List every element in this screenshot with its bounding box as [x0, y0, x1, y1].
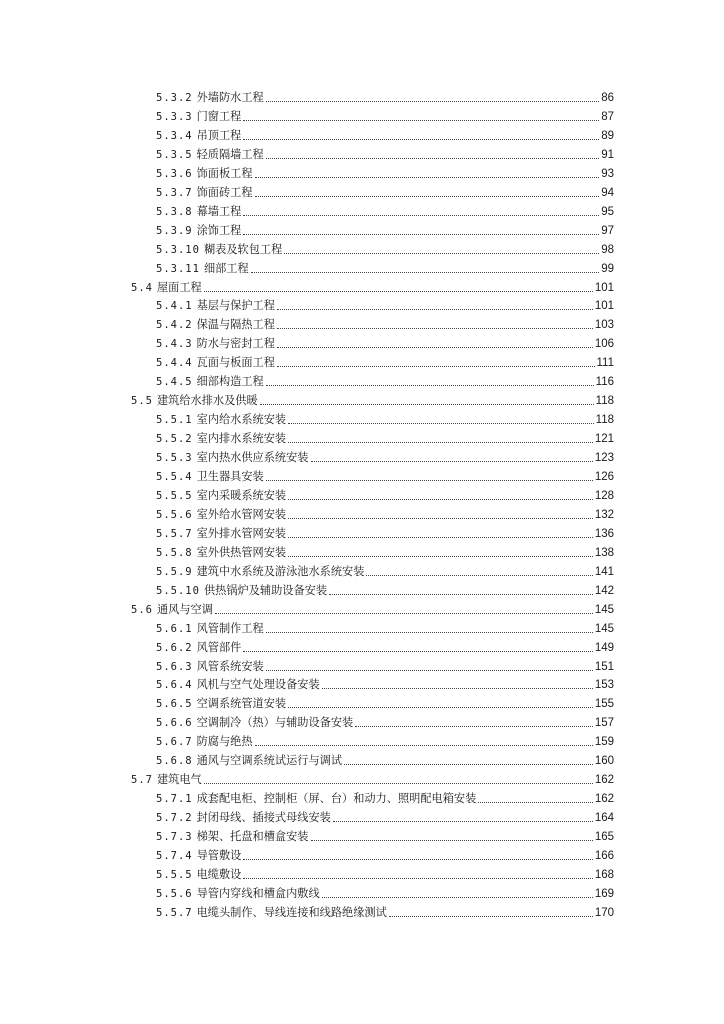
toc-subsection-entry[interactable]	[156, 788, 614, 806]
toc-entry-page: 123	[594, 452, 614, 465]
toc-entry-title: 梯架、托盘和槽盒安装	[196, 830, 309, 844]
toc-entry-page: 118	[595, 395, 614, 408]
toc-dot-leader	[204, 777, 593, 784]
toc-entry-title: 建筑中水系统及游泳池水系统安装	[196, 564, 365, 578]
toc-subsection-entry[interactable]	[156, 542, 614, 560]
toc-entry-page: 132	[594, 508, 614, 521]
toc-entry-page: 142	[594, 584, 614, 597]
toc-subsection-entry[interactable]	[156, 845, 614, 863]
toc-entry-page: 141	[594, 565, 614, 578]
toc-entry-page: 166	[594, 850, 614, 862]
toc-entry-number: 5.5.6	[156, 887, 193, 900]
toc-subsection-entry[interactable]	[156, 352, 614, 370]
toc-entry-number: 5.3.7	[156, 186, 193, 199]
toc-dot-leader	[322, 891, 593, 898]
toc-entry-page: 94	[601, 186, 614, 199]
toc-entry-page: 153	[594, 679, 614, 692]
toc-entry-page: 162	[594, 793, 614, 806]
toc-subsection-entry[interactable]	[156, 561, 614, 579]
toc-subsection-entry[interactable]	[156, 409, 614, 427]
toc-subsection-entry[interactable]	[156, 314, 614, 332]
toc-entry-number: 5.7	[131, 774, 153, 787]
toc-entry-number: 5.4	[131, 281, 153, 294]
toc-subsection-entry[interactable]	[156, 712, 614, 730]
toc-entry-title: 室外供热管网安装	[196, 545, 287, 559]
toc-dot-leader	[243, 853, 592, 860]
toc-entry-title: 风管部件	[196, 640, 242, 654]
toc-dot-leader	[288, 531, 593, 538]
toc-entry-page: 151	[594, 660, 614, 673]
toc-entry-number: 5.5.7	[156, 906, 193, 919]
toc-entry-number: 5.7.3	[156, 831, 193, 844]
toc-entry-number: 5.6.7	[156, 736, 193, 749]
toc-entry-number: 5.5.3	[156, 452, 193, 465]
toc-entry-page: 87	[601, 110, 614, 123]
toc-entry-title: 基层与保护工程	[196, 299, 275, 313]
toc-entry-page: 160	[594, 755, 614, 768]
toc-entry-page: 86	[601, 92, 614, 104]
toc-dot-leader	[333, 815, 593, 822]
toc-entry-title: 饰面板工程	[196, 166, 253, 180]
toc-dot-leader	[204, 285, 593, 292]
toc-entry-number: 5.6.4	[156, 679, 193, 692]
toc-entry-number: 5.5.6	[156, 508, 193, 521]
toc-entry-title: 保温与隔热工程	[196, 318, 275, 332]
toc-entry-title: 供热锅炉及辅助设备安装	[203, 583, 328, 597]
toc-subsection-entry[interactable]	[156, 826, 614, 844]
toc-entry-title: 室内排水系统安装	[196, 432, 287, 446]
toc-entry-page: 101	[594, 281, 614, 294]
toc-section-entry[interactable]	[131, 277, 614, 295]
toc-entry-page: 121	[594, 433, 614, 446]
toc-entry-title: 糊表及软包工程	[203, 242, 283, 256]
toc-subsection-entry[interactable]	[156, 87, 614, 105]
toc-entry-title: 风管系统安装	[196, 659, 264, 673]
toc-entry-page: 162	[594, 774, 614, 787]
toc-subsection-entry[interactable]	[156, 693, 614, 711]
toc-entry-number: 5.5.5	[156, 489, 193, 502]
toc-entry-page: 103	[594, 319, 614, 332]
toc-subsection-entry[interactable]	[156, 864, 614, 882]
toc-dot-leader	[277, 341, 593, 348]
toc-subsection-entry[interactable]	[156, 466, 614, 484]
toc-entry-title: 外墙防水工程	[196, 91, 264, 104]
toc-entry-title: 防腐与绝热	[196, 735, 253, 749]
toc-dot-leader	[243, 133, 599, 140]
toc-entry-page: 111	[596, 357, 614, 370]
toc-subsection-entry[interactable]	[156, 637, 614, 655]
toc-dot-leader	[243, 872, 592, 879]
toc-entry-page: 128	[594, 489, 614, 502]
toc-entry-number: 5.5.8	[156, 546, 193, 559]
toc-entry-number: 5.3.5	[156, 148, 193, 161]
toc-dot-leader	[311, 834, 593, 841]
toc-entry-page: 169	[594, 887, 614, 900]
toc-entry-title: 卫生器具安装	[196, 470, 264, 483]
toc-entry-number: 5.6.3	[156, 660, 193, 673]
toc-entry-number: 5.4.5	[156, 376, 193, 389]
toc-entry-title: 吊顶工程	[196, 128, 242, 142]
toc-dot-leader	[277, 303, 593, 310]
toc-dot-leader	[284, 247, 599, 254]
toc-entry-title: 室内采暖系统安装	[196, 488, 287, 502]
toc-subsection-entry[interactable]	[156, 731, 614, 749]
toc-entry-title: 风机与空气处理设备安装	[196, 678, 320, 692]
toc-entry-page: 95	[601, 205, 614, 218]
toc-dot-leader	[266, 626, 593, 633]
toc-dot-leader	[277, 360, 595, 367]
toc-dot-leader	[288, 701, 593, 708]
toc-entry-number: 5.5.2	[156, 433, 193, 446]
toc-subsection-entry[interactable]	[156, 807, 614, 825]
toc-entry-number: 5.5.10	[156, 584, 200, 597]
toc-entry-page: 97	[601, 224, 614, 237]
toc-entry-title: 细部构造工程	[196, 375, 264, 389]
toc-dot-leader	[243, 645, 592, 652]
toc-entry-title: 幕墙工程	[196, 204, 242, 218]
toc-section-entry[interactable]	[131, 769, 614, 787]
toc-entry-title: 电缆头制作、导线连接和线路绝缘测试	[196, 905, 387, 919]
toc-entry-page: 116	[595, 376, 614, 389]
toc-entry-number: 5.5.5	[156, 868, 193, 881]
toc-dot-leader	[344, 758, 593, 765]
toc-subsection-entry[interactable]	[156, 144, 614, 162]
toc-dot-leader	[255, 190, 600, 197]
toc-dot-leader	[288, 436, 593, 443]
toc-entry-title: 室外给水管网安装	[196, 507, 287, 521]
toc-entry-number: 5.7.1	[156, 793, 193, 806]
toc-entry-title: 成套配电柜、控制柜（屏、台）和动力、照明配电箱安装	[196, 792, 477, 806]
toc-entry-page: 164	[594, 812, 614, 825]
toc-entry-number: 5.5.1	[156, 414, 193, 427]
toc-subsection-entry[interactable]	[156, 902, 614, 920]
toc-dot-leader	[266, 474, 593, 481]
toc-entry-page: 106	[594, 338, 614, 351]
toc-entry-title: 通风与空调	[156, 602, 213, 616]
toc-entry-title: 防水与密封工程	[196, 337, 275, 351]
toc-dot-leader	[255, 171, 600, 178]
toc-subsection-entry[interactable]	[156, 106, 614, 124]
toc-dot-leader	[389, 910, 593, 917]
toc-subsection-entry[interactable]	[156, 182, 614, 200]
toc-entry-title: 轻质隔墙工程	[196, 147, 264, 161]
toc-dot-leader	[251, 266, 600, 273]
toc-subsection-entry[interactable]	[156, 447, 614, 465]
toc-entry-title: 涂饰工程	[196, 223, 242, 237]
toc-entry-number: 5.6.1	[156, 622, 193, 635]
toc-entry-number: 5.5.7	[156, 527, 193, 540]
toc-entry-number: 5.6.2	[156, 641, 193, 654]
toc-subsection-entry[interactable]	[156, 674, 614, 692]
toc-entry-title: 建筑给水排水及供暖	[156, 394, 258, 408]
toc-subsection-entry[interactable]	[156, 523, 614, 541]
toc-dot-leader	[311, 455, 593, 462]
toc-entry-title: 饰面砖工程	[196, 185, 253, 199]
toc-subsection-entry[interactable]	[156, 656, 614, 674]
toc-entry-page: 145	[594, 622, 614, 635]
toc-entry-title: 导管敷设	[196, 849, 242, 862]
toc-entry-title: 室外排水管网安装	[196, 526, 287, 540]
toc-subsection-entry[interactable]	[156, 750, 614, 768]
toc-entry-page: 168	[594, 868, 614, 881]
toc-subsection-entry[interactable]	[156, 485, 614, 503]
toc-dot-leader	[215, 607, 593, 614]
toc-entry-title: 封闭母线、插接式母线安装	[196, 811, 331, 825]
toc-entry-number: 5.4.4	[156, 357, 193, 370]
toc-section-entry[interactable]	[131, 599, 614, 617]
toc-dot-leader	[288, 493, 593, 500]
toc-entry-page: 159	[594, 736, 614, 749]
toc-dot-leader	[260, 398, 594, 405]
toc-entry-number: 5.3.4	[156, 129, 193, 142]
toc-entry-number: 5.6.6	[156, 717, 193, 730]
toc-entry-page: 138	[594, 546, 614, 559]
toc-dot-leader	[266, 664, 593, 671]
toc-entry-number: 5.3.10	[156, 243, 200, 256]
toc-entry-page: 170	[594, 906, 614, 919]
toc-dot-leader	[255, 739, 593, 746]
toc-subsection-entry[interactable]	[156, 239, 614, 257]
toc-subsection-entry[interactable]	[156, 163, 614, 181]
toc-entry-title: 门窗工程	[196, 109, 242, 123]
toc-entry-page: 89	[601, 129, 614, 142]
toc-entry-title: 导管内穿线和槽盒内敷线	[196, 886, 320, 900]
toc-entry-number: 5.3.2	[156, 92, 193, 104]
toc-entry-page: 155	[594, 698, 614, 711]
toc-entry-title: 空调系统管道安装	[196, 697, 287, 711]
toc-entry-number: 5.3.3	[156, 110, 193, 123]
toc-dot-leader	[322, 682, 593, 689]
toc-entry-number: 5.4.2	[156, 319, 193, 332]
toc-entry-number: 5.5.9	[156, 565, 193, 578]
toc-subsection-entry[interactable]	[156, 295, 614, 313]
toc-dot-leader	[266, 152, 599, 159]
toc-subsection-entry[interactable]	[156, 428, 614, 446]
toc-entry-page: 99	[601, 262, 614, 275]
toc-entry-number: 5.6.8	[156, 755, 193, 768]
toc-entry-title: 室内热水供应系统安装	[196, 451, 309, 465]
toc-dot-leader	[243, 228, 599, 235]
toc-entry-number: 5.7.2	[156, 812, 193, 825]
toc-dot-leader	[288, 512, 593, 519]
toc-dot-leader	[288, 417, 594, 424]
toc-entry-title: 建筑电气	[156, 773, 202, 787]
toc-dot-leader	[329, 588, 593, 595]
toc-entry-page: 136	[594, 527, 614, 540]
toc-entry-page: 91	[601, 148, 614, 161]
toc-dot-leader	[366, 569, 592, 576]
toc-entry-page: 118	[595, 414, 614, 427]
toc-entry-title: 空调制冷（热）与辅助设备安装	[196, 716, 354, 730]
toc-entry-number: 5.5.4	[156, 471, 193, 483]
toc-entry-number: 5.3.9	[156, 224, 193, 237]
toc-subsection-entry[interactable]	[156, 618, 614, 636]
toc-dot-leader	[266, 379, 594, 386]
toc-entry-title: 屋面工程	[156, 280, 202, 294]
toc-entry-number: 5.7.4	[156, 850, 193, 862]
toc-subsection-entry[interactable]	[156, 258, 614, 276]
toc-subsection-entry[interactable]	[156, 580, 614, 598]
toc-entry-page: 126	[594, 471, 614, 483]
toc-entry-page: 165	[594, 831, 614, 844]
toc-entry-number: 5.6	[131, 603, 153, 616]
toc-entry-title: 电缆敷设	[196, 867, 242, 881]
toc-dot-leader	[355, 720, 593, 727]
toc-entry-page: 157	[594, 717, 614, 730]
toc-dot-leader	[243, 209, 599, 216]
toc-entry-number: 5.5	[131, 395, 153, 408]
toc-subsection-entry[interactable]	[156, 125, 614, 143]
toc-dot-leader	[277, 322, 593, 329]
toc-entry-page: 145	[594, 603, 614, 616]
toc-entry-page: 93	[601, 167, 614, 180]
toc-entry-title: 室内给水系统安装	[196, 413, 287, 427]
toc-dot-leader	[288, 550, 593, 557]
toc-dot-leader	[243, 114, 599, 121]
toc-entry-number: 5.3.8	[156, 205, 193, 218]
toc-entry-number: 5.3.6	[156, 167, 193, 180]
toc-entry-title: 瓦面与板面工程	[196, 356, 275, 370]
toc-subsection-entry[interactable]	[156, 220, 614, 238]
toc-entry-number: 5.6.5	[156, 698, 193, 711]
toc-entry-title: 通风与空调系统试运行与调试	[196, 754, 343, 768]
toc-dot-leader	[266, 95, 599, 102]
toc-entry-number: 5.4.1	[156, 300, 193, 313]
toc-entry-title: 细部工程	[203, 261, 249, 275]
toc-entry-page: 98	[601, 243, 614, 256]
toc-section-entry[interactable]	[131, 390, 614, 408]
toc-entry-title: 风管制作工程	[196, 621, 264, 635]
toc-entry-number: 5.4.3	[156, 338, 193, 351]
toc-subsection-entry[interactable]	[156, 883, 614, 901]
toc-subsection-entry[interactable]	[156, 371, 614, 389]
toc-entry-page: 101	[594, 300, 614, 313]
toc-subsection-entry[interactable]	[156, 333, 614, 351]
toc-entry-page: 149	[594, 641, 614, 654]
toc-subsection-entry[interactable]	[156, 504, 614, 522]
toc-dot-leader	[478, 796, 593, 803]
toc-subsection-entry[interactable]	[156, 201, 614, 219]
toc-entry-number: 5.3.11	[156, 262, 200, 275]
